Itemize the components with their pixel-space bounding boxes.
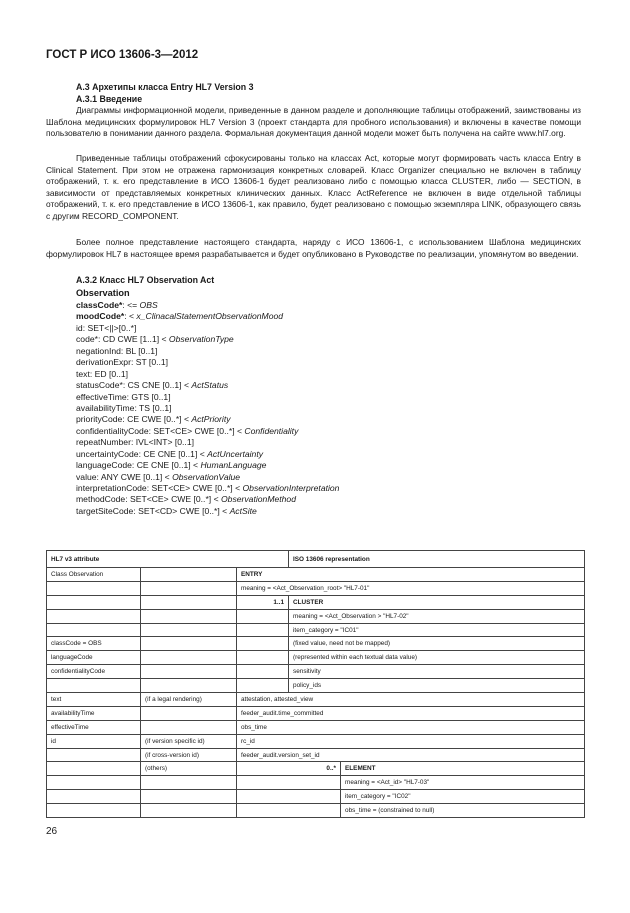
attribute-datatype: : <: [124, 311, 137, 322]
table-cell: meaning = <Act_Observation > "HL7-02": [289, 609, 585, 623]
table-cell: [141, 568, 237, 582]
attribute-name: interpretationCode: [76, 483, 147, 493]
table-cell: availabilityTime: [47, 706, 141, 720]
attribute-vocabulary: ObservationMethod: [220, 494, 296, 505]
attribute-vocabulary: Confidentiality: [244, 425, 299, 436]
attribute-datatype: : TS [0..1]: [134, 402, 172, 413]
table-header-row: [47, 551, 585, 568]
table-cell: obs_time: [237, 720, 585, 734]
table-cell: [237, 679, 289, 693]
section-title-a31: А.3.1 Введение: [76, 94, 143, 104]
table-cell: [47, 748, 141, 762]
table-cell: text: [47, 693, 141, 707]
table-cell: [47, 762, 141, 776]
table-cell: (if cross-version id): [141, 748, 237, 762]
table-row: [47, 693, 585, 707]
paragraph-implementation-guide: Более полное представление настоящего стандарта, наряду с ИСО 13606-1, с использованием Шаблона медицинских формулировок HL7 в настоящее время разрабатывается и будет опубликовано в Руководстве по реализации, упомянутом во введении.: [46, 237, 581, 259]
attribute-vocabulary: ActSite: [229, 505, 257, 516]
table-cell: [47, 790, 141, 804]
section-title-a3: А.3 Архетипы класса Entry HL7 Version 3: [76, 82, 254, 92]
attribute-vocabulary: HumanLanguage: [200, 460, 267, 471]
table-cell: (others): [141, 762, 237, 776]
table-cell: 0..*: [237, 762, 341, 776]
table-cell: CLUSTER: [289, 595, 585, 609]
table-cell: [47, 609, 141, 623]
attribute-line: [76, 426, 339, 437]
table-cell: [141, 679, 237, 693]
attribute-vocabulary: OBS: [139, 300, 158, 310]
table-cell: (if a legal rendering): [141, 693, 237, 707]
table-cell: (fixed value, need not be mapped): [289, 637, 585, 651]
attribute-datatype: : CD CWE [1..1] <: [97, 334, 169, 345]
attribute-datatype: : SET<CE> CWE [0..*] <: [146, 483, 243, 493]
attribute-name: priorityCode: [76, 414, 123, 425]
table-cell: meaning = <Act_Observation_root> "HL7-01": [237, 581, 585, 595]
attribute-datatype: : SET<CD> CWE [0..*] <: [133, 505, 230, 516]
attribute-name: methodCode: [76, 494, 126, 505]
attribute-line: [76, 437, 339, 448]
table-cell: (represented within each textual data value): [289, 651, 585, 665]
attribute-vocabulary: ObservationType: [168, 334, 234, 345]
attribute-datatype: : <=: [122, 300, 140, 310]
table-row: [47, 679, 585, 693]
table-cell: [237, 651, 289, 665]
attribute-line: [76, 334, 339, 345]
attribute-line: [76, 460, 339, 471]
attribute-name: id: [76, 322, 83, 333]
table-cell: [141, 651, 237, 665]
table-cell: [47, 804, 141, 818]
attribute-name: value: [76, 471, 97, 482]
attribute-vocabulary: ObservationValue: [172, 471, 241, 482]
table-row: [47, 651, 585, 665]
attribute-line: [76, 472, 339, 483]
attribute-line: [76, 483, 339, 494]
attribute-name: targetSiteCode: [76, 505, 134, 516]
attribute-line: [76, 403, 339, 414]
attribute-datatype: : CE CNE [0..1] <: [131, 460, 201, 471]
table-cell: classCode = OBS: [47, 637, 141, 651]
attribute-name: availabilityTime: [76, 402, 135, 413]
attribute-vocabulary: ActUncertainty: [207, 448, 264, 459]
table-cell: item_category = "IC01": [289, 623, 585, 637]
table-cell: ELEMENT: [341, 762, 585, 776]
class-name: Observation: [76, 288, 130, 298]
table-cell: feeder_audit.version_set_id: [237, 748, 585, 762]
paragraph-mapping-tables: Приведенные таблицы отображений сфокусированы только на классах Act, которые могут формировать часть класса Entry в Clinical Statement. При этом не отражена гармонизация конкретных словарей. Класс Organizer специально не включен в таблицу отображений, т. к. его представление в ИСО 13606-1 будет реализовано либо с помощью класса CLUSTER, либо — SECTION, в зависимости от представляемых конкретных клинических данных. Класс ActReference не включен в виде отдельной таблицы отображений, т. к. его представление в ИСО 13606-1, как правило, будет реализовано с помощью экземпляра LINK, образующего связь с другим RECORD_COMPONENT.: [46, 153, 581, 221]
table-cell: (if version specific id): [141, 734, 237, 748]
table-cell: attestation, attested_view: [237, 693, 585, 707]
table-row: [47, 609, 585, 623]
attribute-name: confidentialityCode: [76, 425, 149, 436]
table-cell: [47, 776, 141, 790]
table-row: [47, 748, 585, 762]
attribute-line: [76, 392, 339, 403]
attribute-datatype: : IVL<INT> [0..1]: [130, 437, 194, 448]
table-cell: [141, 804, 237, 818]
attribute-name: uncertaintyCode: [76, 448, 139, 459]
table-cell: rc_id: [237, 734, 585, 748]
table-cell: obs_time = (constrained to null): [341, 804, 585, 818]
table-cell: [141, 581, 237, 595]
attribute-datatype: : SET<CE> CWE [0..*] <: [148, 425, 245, 436]
attribute-line: [76, 346, 339, 357]
section-title-a32: А.3.2 Класс HL7 Observation Act: [76, 275, 215, 285]
table-row: [47, 665, 585, 679]
attribute-datatype: : CS CNE [0..1] <: [122, 380, 192, 391]
attribute-name: text: [76, 368, 90, 379]
table-cell: [141, 776, 237, 790]
table-cell: ENTRY: [237, 568, 585, 582]
attribute-vocabulary: ActPriority: [191, 414, 231, 425]
attribute-line: [76, 323, 339, 334]
attribute-line: [76, 369, 339, 380]
attribute-datatype: : GTS [0..1]: [126, 391, 171, 402]
attribute-datatype: : SET<CE> CWE [0..*] <: [125, 494, 221, 505]
table-cell: [237, 637, 289, 651]
attribute-name: negationInd: [76, 345, 121, 356]
attribute-datatype: : CE CWE [0..*] <: [122, 414, 192, 425]
attribute-name: classCode*: [76, 300, 123, 310]
table-cell: [141, 790, 237, 804]
page-number: 26: [46, 826, 58, 837]
table-cell: [141, 609, 237, 623]
attribute-line: [76, 506, 339, 517]
table-row: [47, 581, 585, 595]
table-row: [47, 804, 585, 818]
table-cell: [47, 679, 141, 693]
table-cell: meaning = <Act_id> "HL7-03": [341, 776, 585, 790]
table-cell: [237, 665, 289, 679]
table-cell: [237, 776, 341, 790]
table-row: [47, 720, 585, 734]
table-cell: feeder_audit.time_committed: [237, 706, 585, 720]
table-cell: [141, 720, 237, 734]
table-row: [47, 776, 585, 790]
table-row: [47, 706, 585, 720]
attribute-vocabulary: ActStatus: [191, 380, 229, 391]
table-row: [47, 790, 585, 804]
attribute-datatype: : ST [0..1]: [130, 357, 169, 368]
document-header: ГОСТ Р ИСО 13606-3—2012: [46, 49, 199, 61]
table-cell: [141, 706, 237, 720]
table-cell: item_category = "IC02": [341, 790, 585, 804]
attribute-line: [76, 300, 339, 311]
table-cell: Class Observation: [47, 568, 141, 582]
attribute-datatype: : SET<||>[0..*]: [82, 322, 137, 333]
mapping-table: [46, 550, 585, 818]
table-cell: [141, 637, 237, 651]
attribute-line: [76, 494, 339, 505]
attribute-datatype: : ANY CWE [0..1] <: [96, 471, 173, 482]
table-row: [47, 637, 585, 651]
attribute-line: [76, 414, 339, 425]
attribute-name: code*: [76, 334, 98, 345]
attribute-name: derivationExpr: [76, 357, 131, 368]
attribute-datatype: : BL [0..1]: [120, 345, 158, 356]
attribute-name: languageCode: [76, 460, 132, 471]
table-cell: [141, 595, 237, 609]
table-cell: policy_ids: [289, 679, 585, 693]
attribute-list: [76, 300, 339, 517]
attribute-line: [76, 357, 339, 368]
table-cell: [237, 790, 341, 804]
table-cell: 1..1: [237, 595, 289, 609]
paragraph-intro: Диаграммы информационной модели, приведенные в данном разделе и дополняющие таблицы отображений, заимствованы из Шаблона медицинских формулировок HL7 Version 3 (проект стандарта для пробного использования) и включены в качестве помощи пользователю в понимании данного раздела. Формальная документация данной модели может быть получена на сайте www.hl7.org.: [46, 105, 581, 139]
attribute-line: [76, 449, 339, 460]
attribute-name: statusCode*: [76, 380, 123, 391]
table-cell: [237, 609, 289, 623]
table-cell: languageCode: [47, 651, 141, 665]
table-cell: sensitivity: [289, 665, 585, 679]
table-cell: effectiveTime: [47, 720, 141, 734]
table-cell: [237, 804, 341, 818]
attribute-name: moodCode*: [76, 311, 125, 322]
table-cell: confidentialityCode: [47, 665, 141, 679]
table-cell: [47, 623, 141, 637]
attribute-vocabulary: ObservationInterpretation: [242, 483, 340, 493]
attribute-datatype: : CE CNE [0..1] <: [138, 448, 208, 459]
attribute-line: [76, 311, 339, 322]
table-row: [47, 595, 585, 609]
table-cell: [47, 595, 141, 609]
table-row: [47, 623, 585, 637]
attribute-name: effectiveTime: [76, 391, 127, 402]
table-row: [47, 734, 585, 748]
attribute-vocabulary: x_ClinacalStatementObservationMood: [136, 311, 284, 322]
table-cell: [141, 665, 237, 679]
attribute-datatype: : ED [0..1]: [89, 368, 129, 379]
table-row: [47, 762, 585, 776]
table-cell: [141, 623, 237, 637]
attribute-line: [76, 380, 339, 391]
table-cell: [47, 581, 141, 595]
table-cell: id: [47, 734, 141, 748]
column-header-hl7: HL7 v3 attribute: [47, 551, 289, 568]
column-header-iso: ISO 13606 representation: [289, 551, 585, 568]
table-row: [47, 568, 585, 582]
attribute-name: repeatNumber: [76, 437, 131, 448]
table-cell: [237, 623, 289, 637]
